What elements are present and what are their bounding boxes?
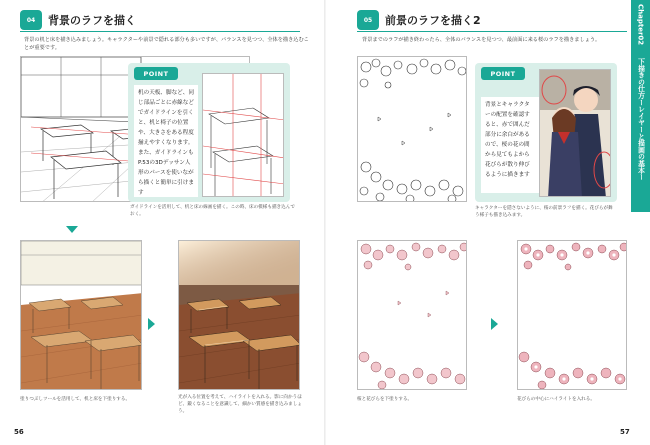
- right-section-header: [357, 10, 481, 30]
- chapter-side-tab: [631, 0, 650, 212]
- sakura-lineart-drawing: [358, 57, 467, 202]
- right-page-number: 57: [620, 428, 630, 436]
- sakura-highlighted: [517, 240, 627, 390]
- left-point-box: [128, 63, 290, 202]
- left-point-guide-illustration: [202, 73, 284, 197]
- page-gutter: [324, 0, 326, 445]
- right-bottom-left-caption: 桜と花びらを下塗りする。: [357, 397, 413, 402]
- sakura-highlighted-drawing: [518, 241, 627, 390]
- right-section-description: 背景までのラフが描き終わったら、全体のバランスを見つつ、最前面に来る桜のラフを描きましょう。: [362, 37, 601, 43]
- left-bottom-right-caption: 光が入る位置を考えて、ハイライトを入れる。影に向かうほど、鍛くなることを意識して、細かい質感を描き込みましょう。: [178, 395, 302, 414]
- right-point-caption: キャラクターを隠さないように、桜の前景ラフを描く。花びらが舞う様子も描き込みます。: [475, 206, 613, 218]
- sakura-flat-drawing: [358, 241, 467, 390]
- character-illustration: [539, 69, 611, 197]
- right-section-number: 05: [357, 10, 379, 30]
- left-guide-caption: ガイドラインを活用して、机と床の線画を描く。この時、床の模様も描き込んでおく。: [130, 205, 295, 217]
- guide-desk-drawing: [203, 74, 284, 197]
- right-page-arrow-icon: [491, 318, 498, 330]
- classroom-highlighted: [178, 240, 300, 390]
- sakura-flat-color: [357, 240, 467, 390]
- right-arrow-icon: [148, 318, 155, 330]
- right-point-label: POINT: [481, 67, 525, 80]
- left-section-description: 背景の机と床を描き込みましょう。キャラクターや前景で隠れる部分も多いですが、バランスを見つつ、全体を描き込むことが重要です。: [24, 37, 309, 51]
- left-section-header: [20, 10, 136, 30]
- left-bottom-left-caption: 塗りつぶしツールを活用して、机と床を下塗りする。: [20, 397, 131, 402]
- left-section-rule: [20, 31, 300, 32]
- right-section-rule: [357, 31, 627, 32]
- left-section-title: 背景のラフを描く: [48, 14, 136, 27]
- classroom-highlighted-drawing: [179, 241, 300, 390]
- sakura-lineart: [357, 56, 467, 202]
- chapter-label: Chapter02: [636, 4, 645, 46]
- right-point-box: [475, 63, 617, 202]
- left-section-number: 04: [20, 10, 42, 30]
- left-page-number: 56: [14, 428, 24, 436]
- down-arrow-icon: [66, 226, 78, 233]
- right-point-text: 背景とキャラクターの配置を確認すると、赤で囲んだ部分に余白があるので、桜の花の間から見てもよから花びらが散り伸びるように描きます: [481, 97, 539, 193]
- left-point-text: 机の天板、脚など、同じ部品ごとに赤線などでガイドラインを引くと、机と椅子の位置や、大きさをある程度揃えやすくなります。また、ガイドラインもP.53の3Dデッサン人形のパースを使いながら描くと簡単に引けます: [134, 85, 198, 197]
- classroom-flat-color: [20, 240, 142, 390]
- classroom-flat-drawing: [21, 241, 142, 390]
- chapter-title: 下描きの仕方ーレイヤーと描画の基本ー: [636, 58, 645, 181]
- left-point-label: POINT: [134, 67, 178, 80]
- character-drawing: [540, 70, 611, 197]
- right-section-title: 前景のラフを描く2: [385, 14, 481, 27]
- right-bottom-right-caption: 花びらの中心にハイライトを入れる。: [517, 397, 595, 402]
